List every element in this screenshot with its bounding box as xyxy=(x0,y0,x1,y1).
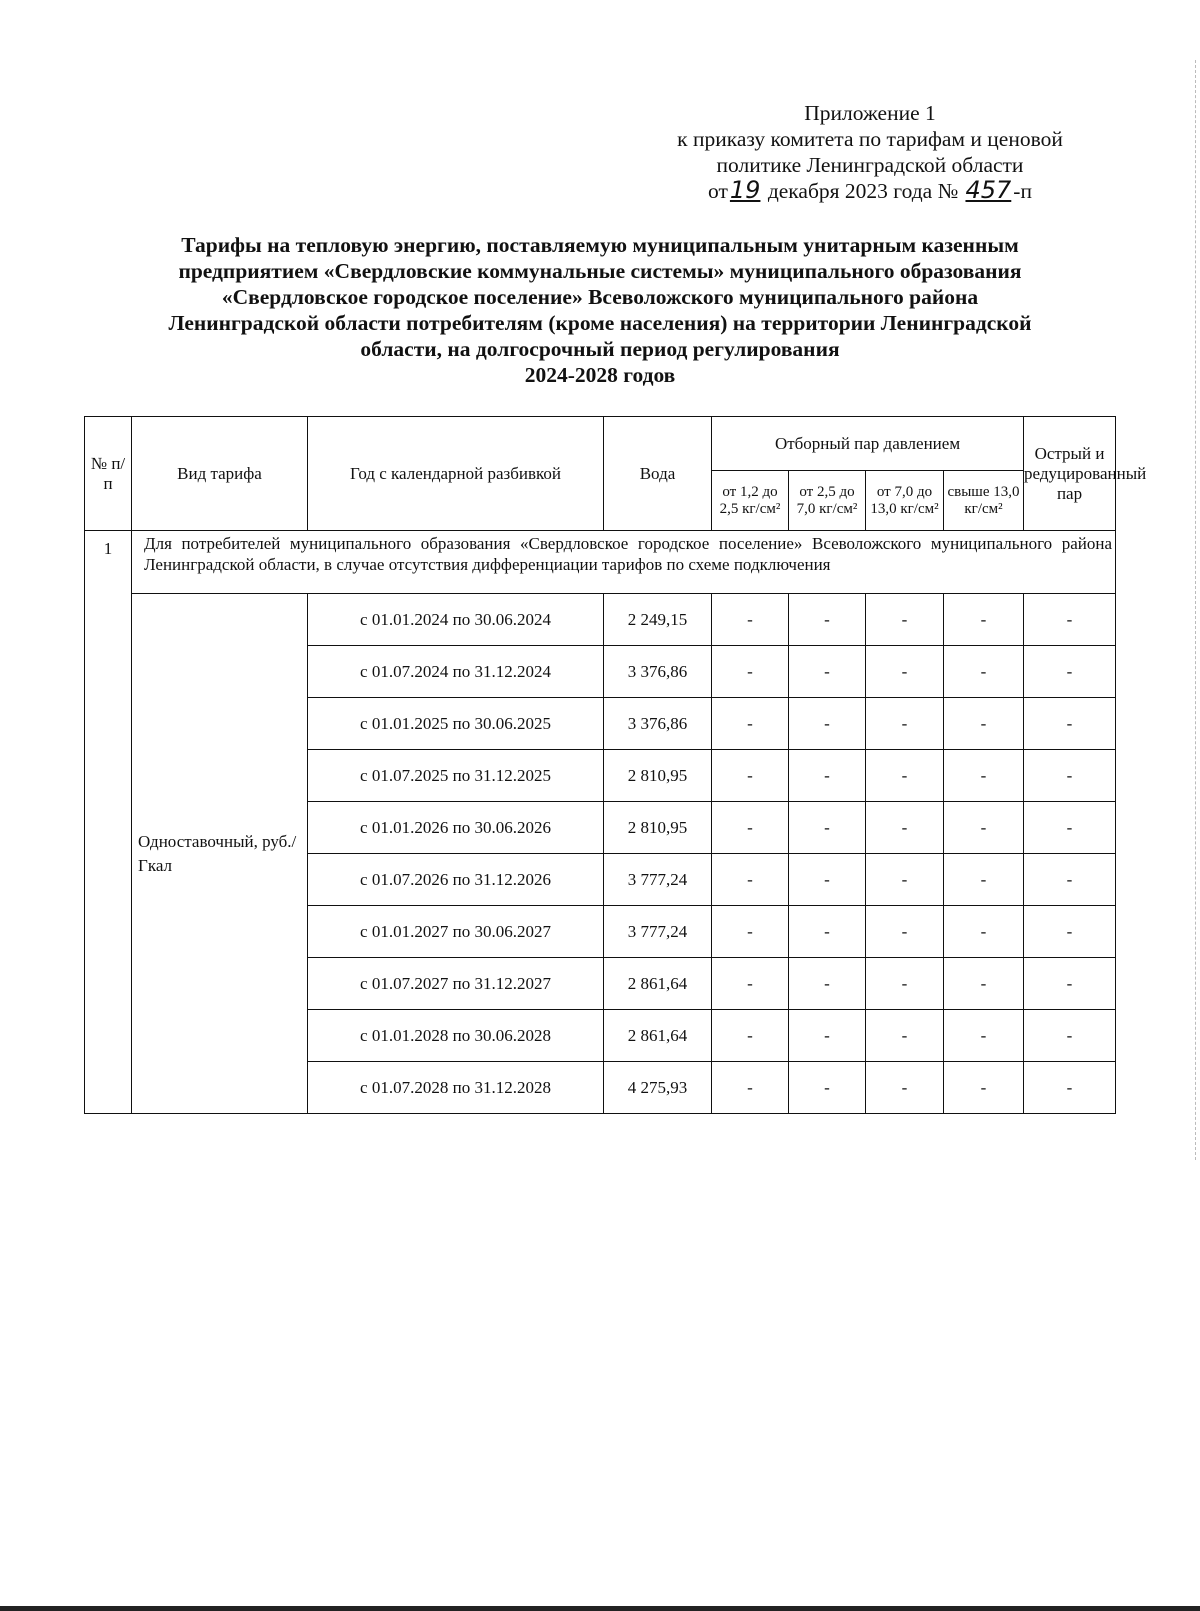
steam-4-value: - xyxy=(944,1010,1024,1062)
steam-3-value: - xyxy=(866,698,944,750)
steam-4-value: - xyxy=(944,594,1024,646)
header-steam-3: от 7,0 до 13,0 кг/см² xyxy=(866,471,944,531)
steam-4-value: - xyxy=(944,750,1024,802)
sharp-steam-value: - xyxy=(1024,906,1116,958)
steam-1-value: - xyxy=(712,750,789,802)
water-value: 2 810,95 xyxy=(604,750,712,802)
period-cell: с 01.07.2028 по 31.12.2028 xyxy=(308,1062,604,1114)
steam-4-value: - xyxy=(944,854,1024,906)
appendix-line-1: Приложение 1 xyxy=(804,101,936,125)
table-row xyxy=(85,594,1116,646)
steam-2-value: - xyxy=(789,802,866,854)
title-line-3: «Свердловское городское поселение» Всеволожского муниципального района xyxy=(221,285,979,309)
steam-3-value: - xyxy=(866,646,944,698)
water-value: 2 861,64 xyxy=(604,958,712,1010)
water-value: 2 249,15 xyxy=(604,594,712,646)
steam-3-value: - xyxy=(866,594,944,646)
steam-1-value: - xyxy=(712,802,789,854)
steam-2-value: - xyxy=(789,698,866,750)
tariff-table xyxy=(84,416,1147,1114)
document-title xyxy=(90,232,1110,388)
steam-1-value: - xyxy=(712,906,789,958)
appendix-line-2: к приказу комитета по тарифам и ценовой xyxy=(677,127,1063,151)
steam-4-value: - xyxy=(944,646,1024,698)
period-cell: с 01.07.2025 по 31.12.2025 xyxy=(308,750,604,802)
sharp-steam-value: - xyxy=(1024,698,1116,750)
steam-2-value: - xyxy=(789,646,866,698)
steam-3-value: - xyxy=(866,958,944,1010)
water-value: 2 810,95 xyxy=(604,802,712,854)
header-kind: Вид тарифа xyxy=(132,417,308,531)
group-number: 1 xyxy=(85,531,132,1114)
steam-1-value: - xyxy=(712,698,789,750)
period-cell: с 01.07.2024 по 31.12.2024 xyxy=(308,646,604,698)
steam-2-value: - xyxy=(789,958,866,1010)
sharp-steam-value: - xyxy=(1024,750,1116,802)
steam-3-value: - xyxy=(866,750,944,802)
header-steam-4: свыше 13,0 кг/см² xyxy=(944,471,1024,531)
steam-2-value: - xyxy=(789,1010,866,1062)
scan-margin-line xyxy=(1194,60,1196,1160)
period-cell: с 01.01.2027 по 30.06.2027 xyxy=(308,906,604,958)
water-value: 2 861,64 xyxy=(604,1010,712,1062)
header-period: Год с календарной разбивкой xyxy=(308,417,604,531)
steam-1-value: - xyxy=(712,854,789,906)
steam-4-value: - xyxy=(944,906,1024,958)
group-description: Для потребителей муниципального образования «Свердловское городское поселение» Всеволожского муниципального района Ленинградской области, в случае отсутствия дифференциации тарифов по схеме подключения xyxy=(132,531,1116,594)
period-cell: с 01.07.2027 по 31.12.2027 xyxy=(308,958,604,1010)
title-line-1: Тарифы на тепловую энергию, поставляемую муниципальным унитарным казенным xyxy=(181,233,1019,257)
steam-1-value: - xyxy=(712,958,789,1010)
order-suffix: -п xyxy=(1013,179,1032,203)
steam-2-value: - xyxy=(789,1062,866,1114)
scan-bottom-edge xyxy=(0,1606,1200,1611)
water-value: 3 777,24 xyxy=(604,854,712,906)
appendix-order-line xyxy=(620,178,1120,204)
steam-4-value: - xyxy=(944,698,1024,750)
steam-2-value: - xyxy=(789,594,866,646)
steam-1-value: - xyxy=(712,1062,789,1114)
title-line-2: предприятием «Свердловские коммунальные системы» муниципального образования xyxy=(178,259,1022,283)
steam-1-value: - xyxy=(712,594,789,646)
title-line-4: Ленинградской области потребителям (кроме населения) на территории Ленинградской xyxy=(168,311,1032,335)
period-cell: с 01.01.2026 по 30.06.2026 xyxy=(308,802,604,854)
header-steam-1: от 1,2 до 2,5 кг/см² xyxy=(712,471,789,531)
sharp-steam-value: - xyxy=(1024,646,1116,698)
period-cell: с 01.01.2028 по 30.06.2028 xyxy=(308,1010,604,1062)
steam-1-value: - xyxy=(712,1010,789,1062)
appendix-header xyxy=(620,100,1120,204)
steam-3-value: - xyxy=(866,906,944,958)
sharp-steam-value: - xyxy=(1024,1062,1116,1114)
header-steam-2: от 2,5 до 7,0 кг/см² xyxy=(789,471,866,531)
handwritten-number: 457 xyxy=(965,176,1012,204)
steam-2-value: - xyxy=(789,854,866,906)
table-header xyxy=(85,417,1147,531)
header-steam-group: Отборный пар давлением xyxy=(712,417,1024,471)
water-value: 3 376,86 xyxy=(604,698,712,750)
water-value: 3 376,86 xyxy=(604,646,712,698)
sharp-steam-value: - xyxy=(1024,1010,1116,1062)
date-prefix: от xyxy=(708,179,728,203)
steam-3-value: - xyxy=(866,1062,944,1114)
steam-4-value: - xyxy=(944,1062,1024,1114)
water-value: 4 275,93 xyxy=(604,1062,712,1114)
steam-3-value: - xyxy=(866,854,944,906)
steam-4-value: - xyxy=(944,958,1024,1010)
tariff-kind: Одноставочный, руб./Гкал xyxy=(132,594,308,1114)
header-water: Вода xyxy=(604,417,712,531)
title-line-5: области, на долгосрочный период регулирования xyxy=(360,337,840,361)
steam-2-value: - xyxy=(789,750,866,802)
sharp-steam-value: - xyxy=(1024,802,1116,854)
steam-3-value: - xyxy=(866,1010,944,1062)
appendix-line-3: политике Ленинградской области xyxy=(716,153,1024,177)
water-value: 3 777,24 xyxy=(604,906,712,958)
period-cell: с 01.01.2024 по 30.06.2024 xyxy=(308,594,604,646)
steam-4-value: - xyxy=(944,802,1024,854)
sharp-steam-value: - xyxy=(1024,854,1116,906)
header-sharp-steam: Острый и редуцированный пар xyxy=(1024,417,1116,531)
steam-2-value: - xyxy=(789,906,866,958)
steam-3-value: - xyxy=(866,802,944,854)
period-cell: с 01.01.2025 по 30.06.2025 xyxy=(308,698,604,750)
steam-1-value: - xyxy=(712,646,789,698)
header-num: № п/ п xyxy=(85,417,132,531)
date-middle: декабря 2023 года № xyxy=(762,179,964,203)
table-body xyxy=(85,531,1116,1114)
sharp-steam-value: - xyxy=(1024,958,1116,1010)
handwritten-day: 19 xyxy=(729,176,761,204)
sharp-steam-value: - xyxy=(1024,594,1116,646)
title-line-6: 2024-2028 годов xyxy=(524,363,676,387)
period-cell: с 01.07.2026 по 31.12.2026 xyxy=(308,854,604,906)
